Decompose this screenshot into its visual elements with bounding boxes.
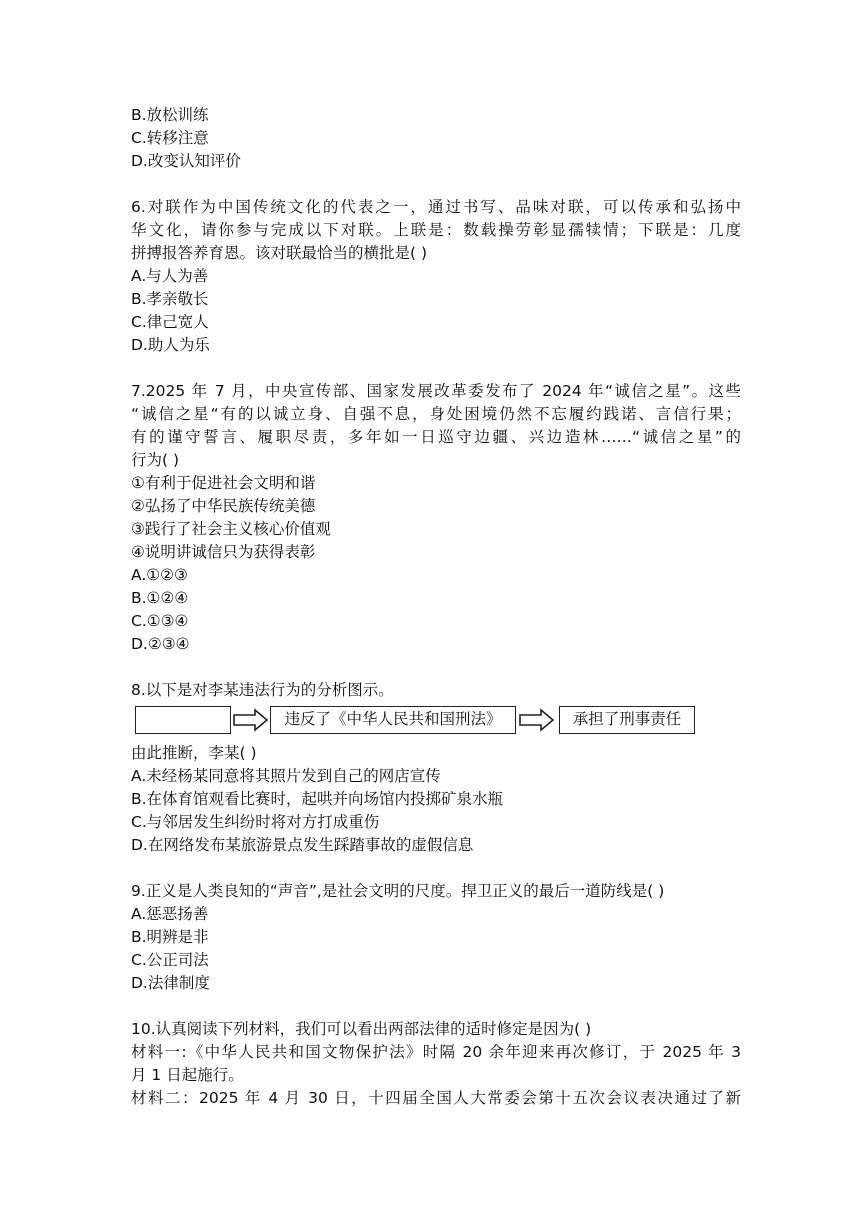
option-a: A.惩恶扬善 <box>131 905 209 923</box>
option-b: B.①②④ <box>131 589 189 607</box>
option-d: D.在网络发布某旅游景点发生踩踏事故的虚假信息 <box>131 836 474 854</box>
question-6 <box>131 196 741 357</box>
spacer <box>131 995 741 1018</box>
question-stem-line: 7.2025 年 7 月，中央宣传部、国家发展改革委发布了 2024 年“诚信之星”。这些 <box>131 382 741 400</box>
question-7 <box>131 380 741 656</box>
statement-item: ①有利于促进社会文明和谐 <box>131 474 316 492</box>
material-two-line: 材料二：2025 年 4 月 30 日，十四届全国人大常委会第十五次会议表决通过了新 <box>131 1089 741 1107</box>
spacer <box>131 173 741 196</box>
option-c: C.律己宽人 <box>131 313 209 331</box>
statement-item: ③践行了社会主义核心价值观 <box>131 520 331 538</box>
arrow-right-icon <box>233 708 269 732</box>
option-b: B.孝亲敬长 <box>131 290 209 308</box>
material-one-line: 月 1 日起施行。 <box>131 1066 244 1084</box>
spacer <box>131 857 741 880</box>
question-stem-line: 9.正义是人类良知的“声音”,是社会文明的尺度。捍卫正义的最后一道防线是( ) <box>131 882 665 900</box>
question-stem-line: 8.以下是对李某违法行为的分析图示。 <box>131 681 394 699</box>
option-d: D.法律制度 <box>131 974 210 992</box>
document-page <box>131 104 741 1110</box>
statement-item: ②弘扬了中华民族传统美德 <box>131 497 316 515</box>
option-line: D.改变认知评价 <box>131 152 241 170</box>
option-line: B.放松训练 <box>131 106 209 124</box>
question-stem-line: 有的谨守誓言、履职尽责，多年如一日巡守边疆、兴边造林……“诚信之星”的 <box>131 428 741 446</box>
question-stem-line: 行为( ) <box>131 451 180 469</box>
option-c: C.与邻居发生纠纷时将对方打成重伤 <box>131 813 380 831</box>
diagram-box-liability: 承担了刑事责任 <box>559 706 695 734</box>
arrow-right-icon <box>519 708 555 732</box>
flow-diagram <box>131 704 741 742</box>
question-lead: 由此推断，李某( ) <box>131 744 257 762</box>
question-stem-line: “诚信之星“有的以诚立身、自强不息，身处困境仍然不忘履约践诺、言信行果； <box>131 405 741 423</box>
option-line: C.转移注意 <box>131 129 209 147</box>
option-c: C.公正司法 <box>131 951 209 969</box>
option-d: D.助人为乐 <box>131 336 210 354</box>
question-stem-line: 10.认真阅读下列材料，我们可以看出两部法律的适时修定是因为( ) <box>131 1020 592 1038</box>
material-one-line: 材料一:《中华人民共和国文物保护法》时隔 20 余年迎来再次修订，于 2025 年 3 <box>131 1043 741 1061</box>
question-10 <box>131 1018 741 1110</box>
question-stem-line: 华文化，请你参与完成以下对联。上联是：数载操劳彰显孺犊情；下联是：几度 <box>131 221 741 239</box>
option-a: A.未经杨某同意将其照片发到自己的网店宣传 <box>131 767 441 785</box>
option-a: A.与人为善 <box>131 267 209 285</box>
option-d: D.②③④ <box>131 635 190 653</box>
diagram-box-law: 违反了《中华人民共和国刑法》 <box>270 706 516 734</box>
question-stem-line: 拼搏报答养育恩。该对联最恰当的横批是( ) <box>131 244 428 262</box>
spacer <box>131 357 741 380</box>
diagram-box-blank <box>135 706 231 734</box>
option-b: B.明辨是非 <box>131 928 209 946</box>
spacer <box>131 656 741 679</box>
statement-item: ④说明讲诚信只为获得表彰 <box>131 543 316 561</box>
option-a: A.①②③ <box>131 566 188 584</box>
question-stem-line: 6.对联作为中国传统文化的代表之一，通过书写、品味对联，可以传承和弘扬中 <box>131 198 741 216</box>
option-c: C.①③④ <box>131 612 189 630</box>
question-8 <box>131 679 741 857</box>
question-9 <box>131 880 741 995</box>
option-b: B.在体育馆观看比赛时，起哄并向场馆内投掷矿泉水瓶 <box>131 790 504 808</box>
